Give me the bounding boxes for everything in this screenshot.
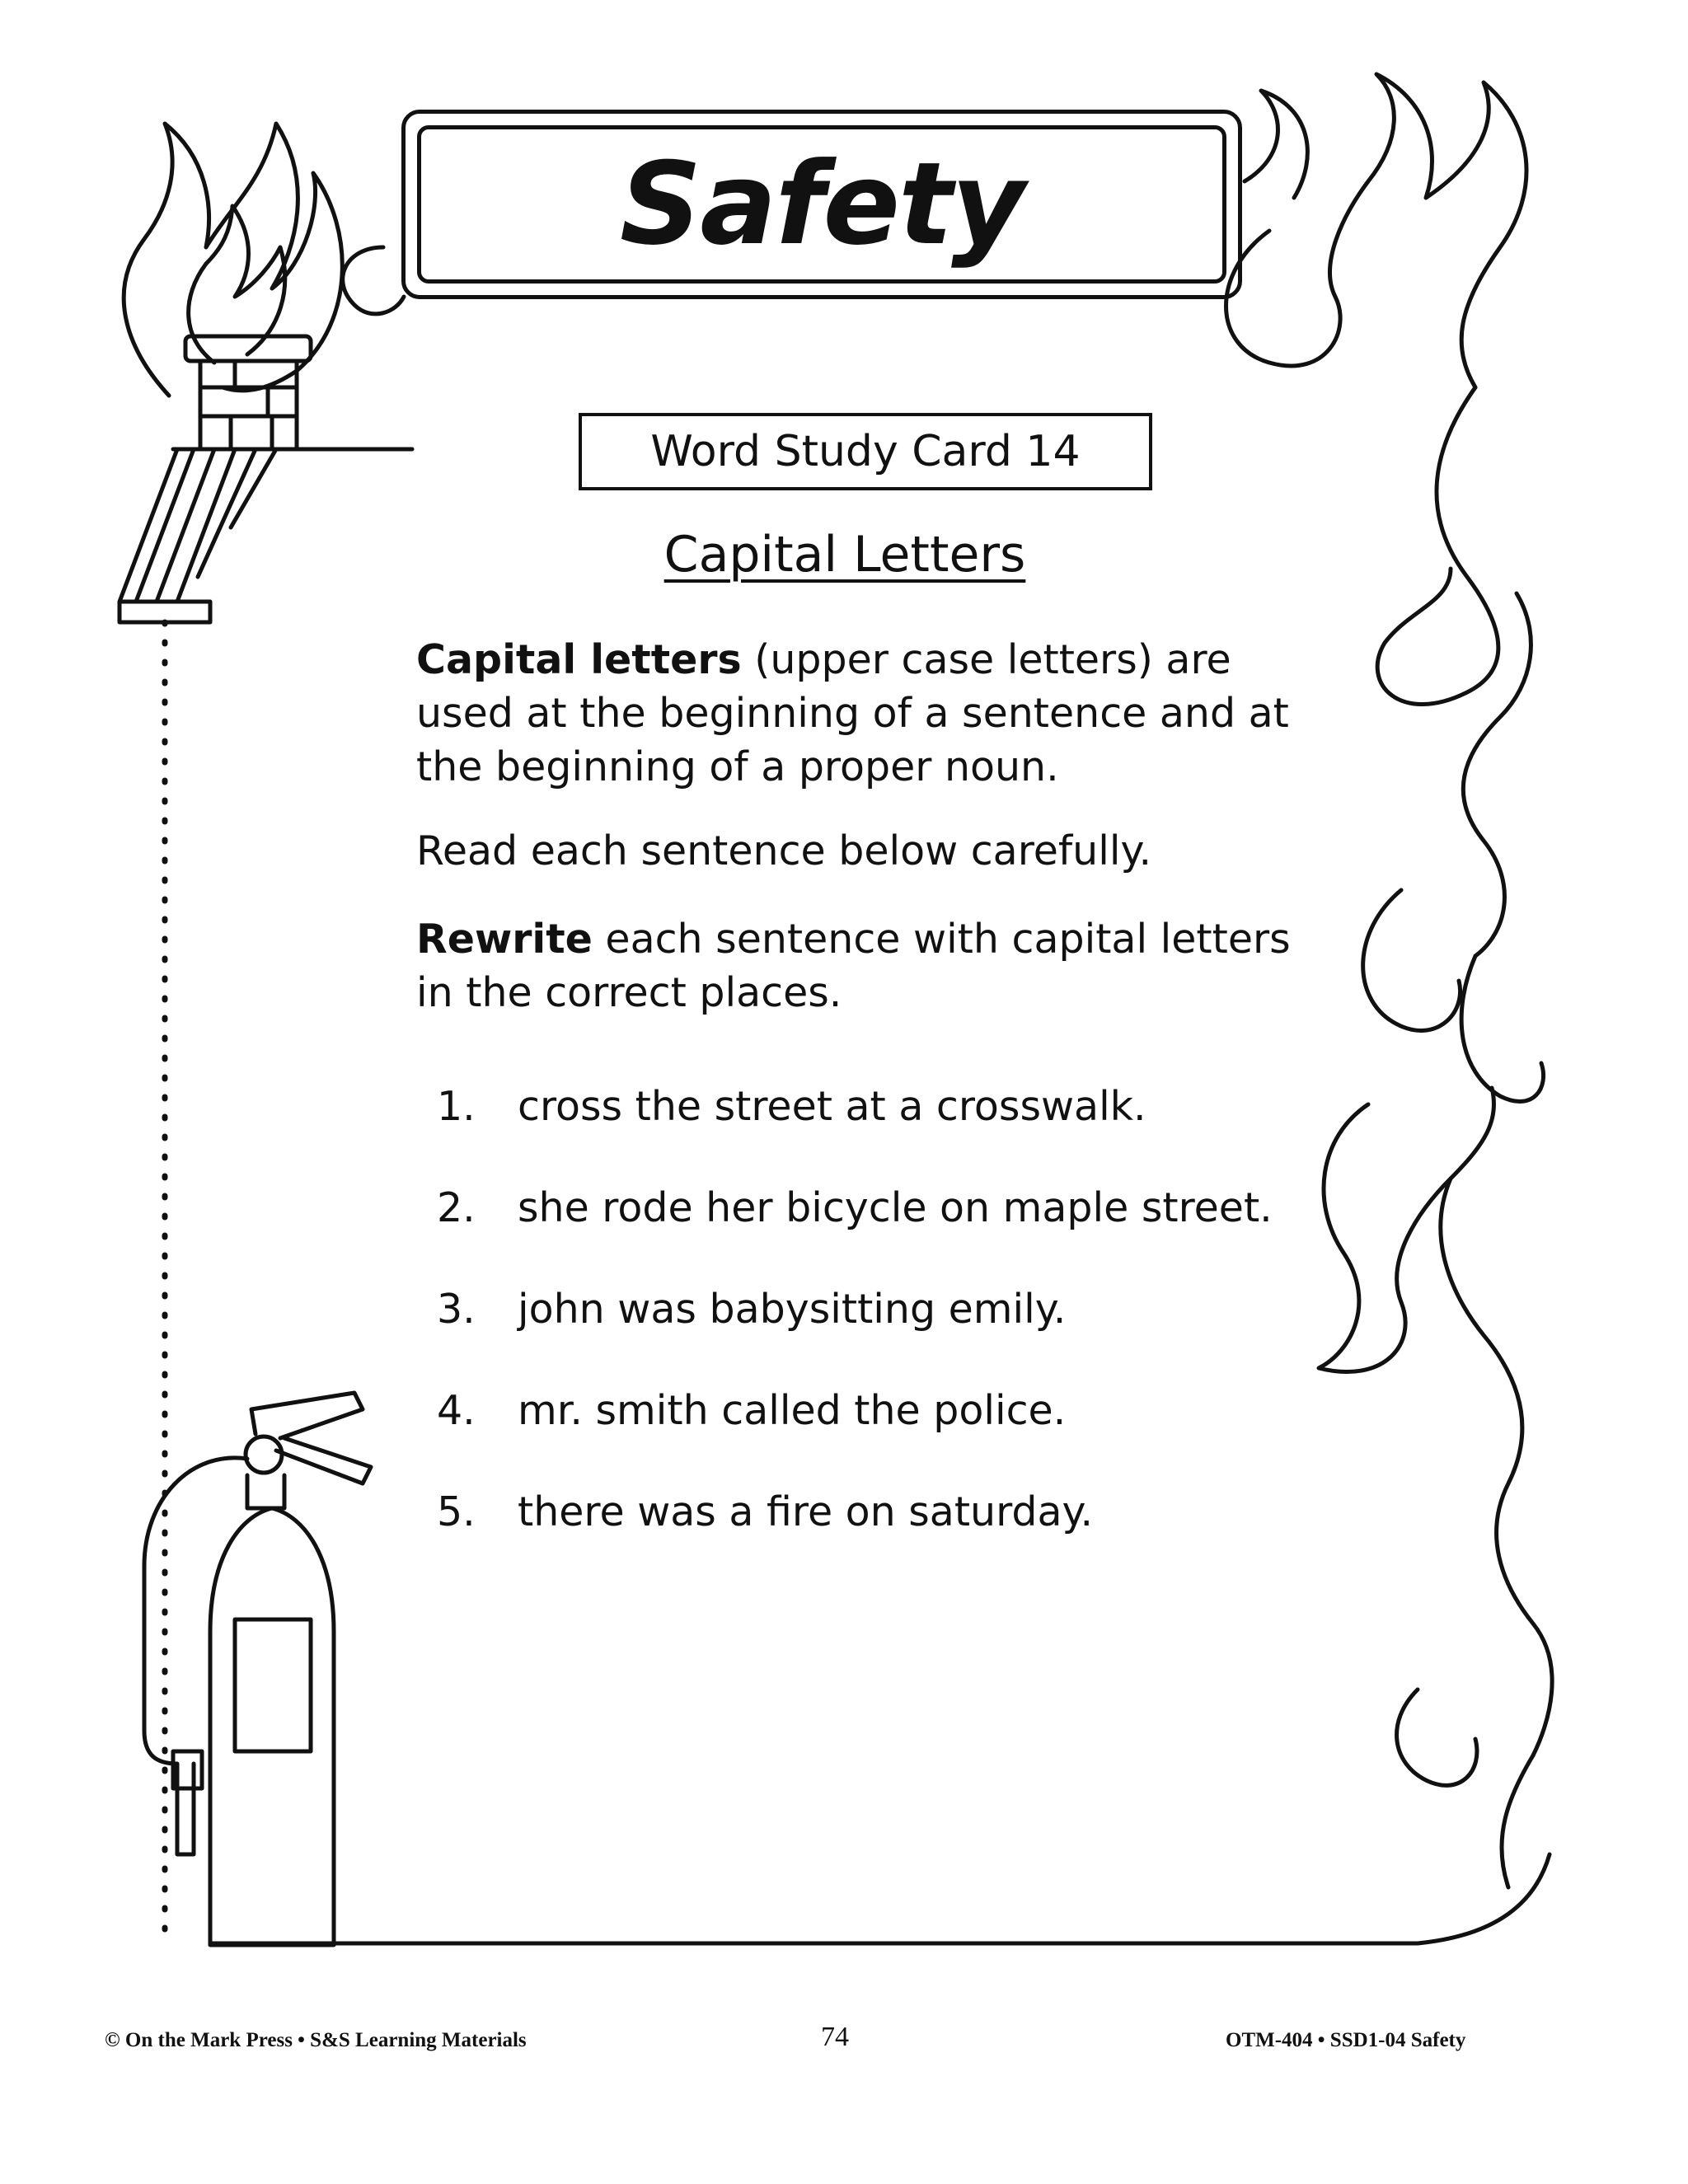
list-sentence: she rode her bicycle on maple street. — [518, 1184, 1273, 1231]
roof-slope — [120, 449, 276, 622]
extinguisher-valve — [247, 1393, 371, 1508]
flame-right-4 — [1363, 890, 1461, 1030]
page-title: Safety — [619, 138, 1025, 270]
list-item — [437, 1488, 1273, 1538]
flame-title-left — [343, 247, 404, 314]
footer-publisher: © On the Mark Press • S&S Learning Materials — [105, 2029, 527, 2051]
intro-bold-lead: Capital letters — [416, 636, 742, 683]
floor-line — [210, 1854, 1550, 1943]
card-label: Word Study Card 14 — [650, 427, 1081, 476]
rewrite-rest: each sentence with capital letters in the correct places. — [416, 916, 1291, 1016]
list-number: 3. — [437, 1286, 476, 1333]
list-item — [437, 1184, 1273, 1234]
intro-rest: (upper case letters) are used at the beginning of a sentence and at the beginning of a proper noun. — [416, 636, 1289, 790]
list-number: 1. — [437, 1083, 476, 1130]
flame-left-inner — [189, 206, 285, 363]
list-sentence: john was babysitting emily. — [518, 1286, 1067, 1333]
list-sentence: mr. smith called the police. — [518, 1387, 1067, 1434]
extinguisher-hose — [144, 1458, 247, 1854]
rewrite-instruction — [416, 912, 1323, 1019]
intro-paragraph — [416, 633, 1323, 794]
extinguisher-gauge — [246, 1436, 282, 1473]
flame-right-8 — [1397, 1690, 1533, 1887]
list-sentence: cross the street at a crosswalk. — [518, 1083, 1146, 1130]
flame-right-7 — [1441, 1179, 1552, 1755]
list-item — [437, 1286, 1273, 1335]
chimney-cap — [185, 336, 311, 361]
flame-right-1 — [1226, 74, 1527, 387]
footer-page-number: 74 — [821, 2022, 849, 2052]
flame-right-5 — [1461, 956, 1543, 1101]
card-label-box — [579, 413, 1152, 490]
footer-product-code: OTM-404 • SSD1-04 Safety — [1226, 2029, 1466, 2051]
extinguisher-body — [210, 1508, 334, 1945]
title-banner — [401, 110, 1242, 299]
chimney-bricks — [200, 361, 297, 449]
sentence-list — [437, 1083, 1273, 1593]
rewrite-bold-lead: Rewrite — [416, 916, 593, 963]
subtitle-text: Capital Letters — [663, 526, 1026, 583]
list-item — [437, 1083, 1273, 1132]
list-number: 2. — [437, 1184, 476, 1231]
title-banner-inner — [417, 125, 1226, 284]
read-instruction: Read each sentence below carefully. — [416, 827, 1152, 874]
section-subtitle — [577, 527, 1113, 582]
list-item — [437, 1387, 1273, 1436]
list-number: 5. — [437, 1488, 476, 1535]
flame-right-2 — [1377, 387, 1498, 705]
flame-title-right — [1245, 91, 1307, 198]
list-sentence: there was a fire on saturday. — [518, 1488, 1094, 1535]
flame-right-6 — [1319, 1088, 1494, 1372]
extinguisher-label — [235, 1619, 311, 1751]
list-number: 4. — [437, 1387, 476, 1434]
